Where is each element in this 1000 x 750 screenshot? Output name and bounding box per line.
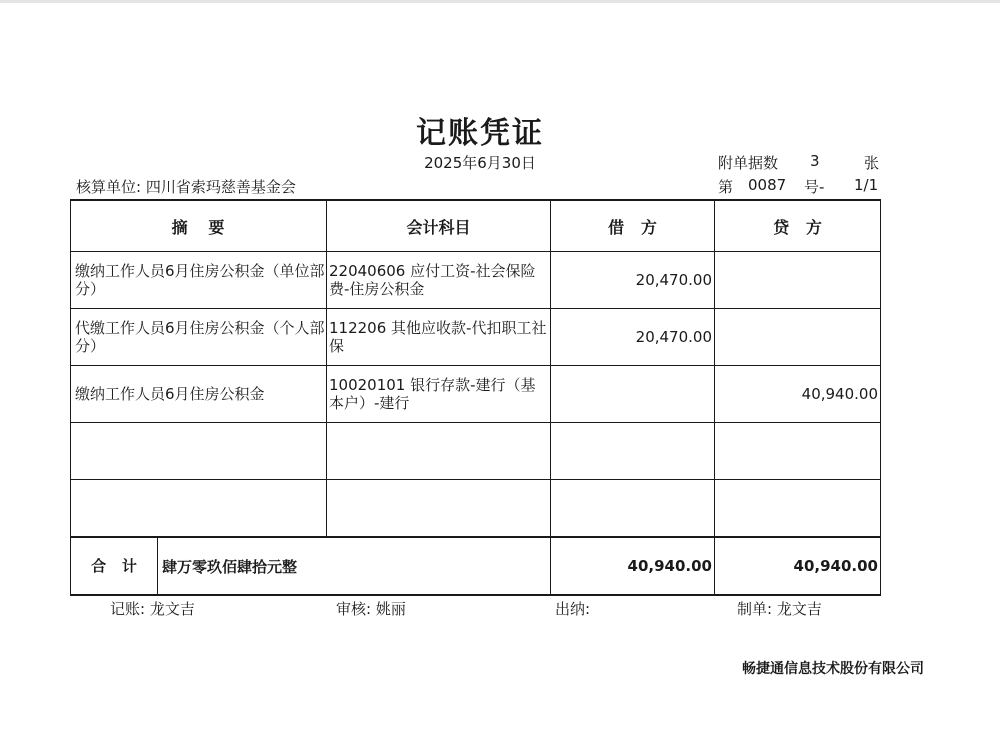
header-credit: 贷 方	[715, 200, 881, 252]
total-debit: 40,940.00	[551, 537, 715, 595]
row-subject: 10020101 银行存款-建行（基本户）-建行	[327, 366, 551, 423]
voucher-title: 记账凭证	[416, 116, 544, 151]
attachments-count: 3	[810, 152, 820, 170]
row-credit	[715, 309, 881, 366]
table-row	[71, 252, 881, 309]
voucher-number-value: 0087	[748, 176, 787, 194]
row-subject: 22040606 应付工资-社会保险费-住房公积金	[327, 252, 551, 309]
row-summary: 代缴工作人员6月住房公积金（个人部分）	[71, 309, 327, 366]
total-amount-in-words: 肆万零玖佰肆拾元整	[162, 557, 298, 576]
table-row	[71, 366, 881, 423]
voucher-number	[718, 176, 879, 197]
row-subject	[327, 480, 551, 538]
accounting-unit: 核算单位: 四川省索玛慈善基金会	[76, 178, 296, 196]
total-row	[71, 537, 881, 595]
signature-cashier: 出纳:	[555, 600, 591, 618]
total-credit: 40,940.00	[715, 537, 881, 595]
row-debit	[551, 366, 715, 423]
row-subject: 112206 其他应收款-代扣职工社保	[327, 309, 551, 366]
attachments-info	[718, 152, 880, 173]
row-debit	[551, 423, 715, 480]
row-credit	[715, 252, 881, 309]
header-subject: 会计科目	[327, 200, 551, 252]
voucher-table	[70, 199, 881, 596]
row-summary: 缴纳工作人员6月住房公积金	[71, 366, 327, 423]
row-credit	[715, 423, 881, 480]
signature-reviewer: 审核: 姚丽	[336, 600, 406, 618]
voucher-number-hao: 号-	[804, 178, 825, 196]
row-credit: 40,940.00	[715, 366, 881, 423]
table-header	[71, 200, 881, 252]
attachments-suffix: 张	[864, 154, 880, 172]
row-credit	[715, 480, 881, 538]
signature-preparer: 制单: 龙文吉	[737, 600, 822, 618]
company-name: 畅捷通信息技术股份有限公司	[742, 661, 924, 677]
attachments-label: 附单据数	[718, 154, 779, 172]
row-summary	[71, 423, 327, 480]
voucher-number-prefix: 第	[718, 178, 734, 196]
row-summary	[71, 480, 327, 538]
row-debit: 20,470.00	[551, 252, 715, 309]
row-summary: 缴纳工作人员6月住房公积金（单位部分）	[71, 252, 327, 309]
scan-edge	[0, 0, 1000, 3]
row-subject	[327, 423, 551, 480]
voucher-page: 1/1	[854, 176, 879, 194]
table-row	[71, 480, 881, 538]
total-cell	[71, 537, 551, 595]
signature-bookkeeper: 记账: 龙文吉	[110, 600, 195, 618]
row-debit: 20,470.00	[551, 309, 715, 366]
table-row	[71, 423, 881, 480]
row-debit	[551, 480, 715, 538]
header-debit: 借 方	[551, 200, 715, 252]
total-label: 合 计	[71, 538, 158, 594]
table-row	[71, 309, 881, 366]
header-summary: 摘 要	[71, 200, 327, 252]
voucher-date: 2025年6月30日	[424, 154, 536, 172]
